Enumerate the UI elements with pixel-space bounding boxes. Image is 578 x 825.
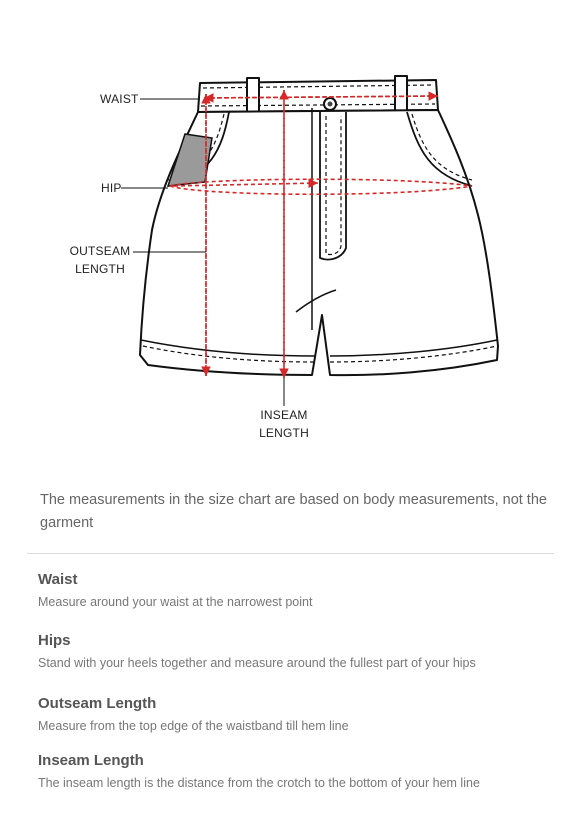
inseam-label-line1: INSEAM [260,408,308,422]
section-title: Waist [38,571,78,588]
section-text: The inseam length is the distance from the crotch to the bottom of your hem line [38,776,480,790]
inseam-section [38,751,558,792]
section-text: Measure around your waist at the narrowest point [38,595,313,609]
divider [27,553,554,554]
outseam-label-line1: OUTSEAM [69,244,131,258]
shorts-outline [140,76,498,375]
section-text: Measure from the top edge of the waistband till hem line [38,719,349,733]
body-measurement-note: The measurements in the size chart are based on body measurements, not the garment [40,492,547,531]
section-title: Inseam Length [38,752,144,769]
waist-section [38,570,558,611]
hips-section [38,631,558,672]
outseam-section [38,694,558,735]
outseam-label-line2: LENGTH [75,262,125,276]
inseam-label-line2: LENGTH [259,426,309,440]
section-title: Outseam Length [38,695,157,712]
hip-label: HIP [101,181,122,195]
waist-label: WAIST [100,92,139,106]
section-title: Hips [38,632,71,649]
outseam-label [64,242,136,278]
section-text: Stand with your heels together and measure around the fullest part of your hips [38,656,476,670]
inseam-label [248,406,320,442]
